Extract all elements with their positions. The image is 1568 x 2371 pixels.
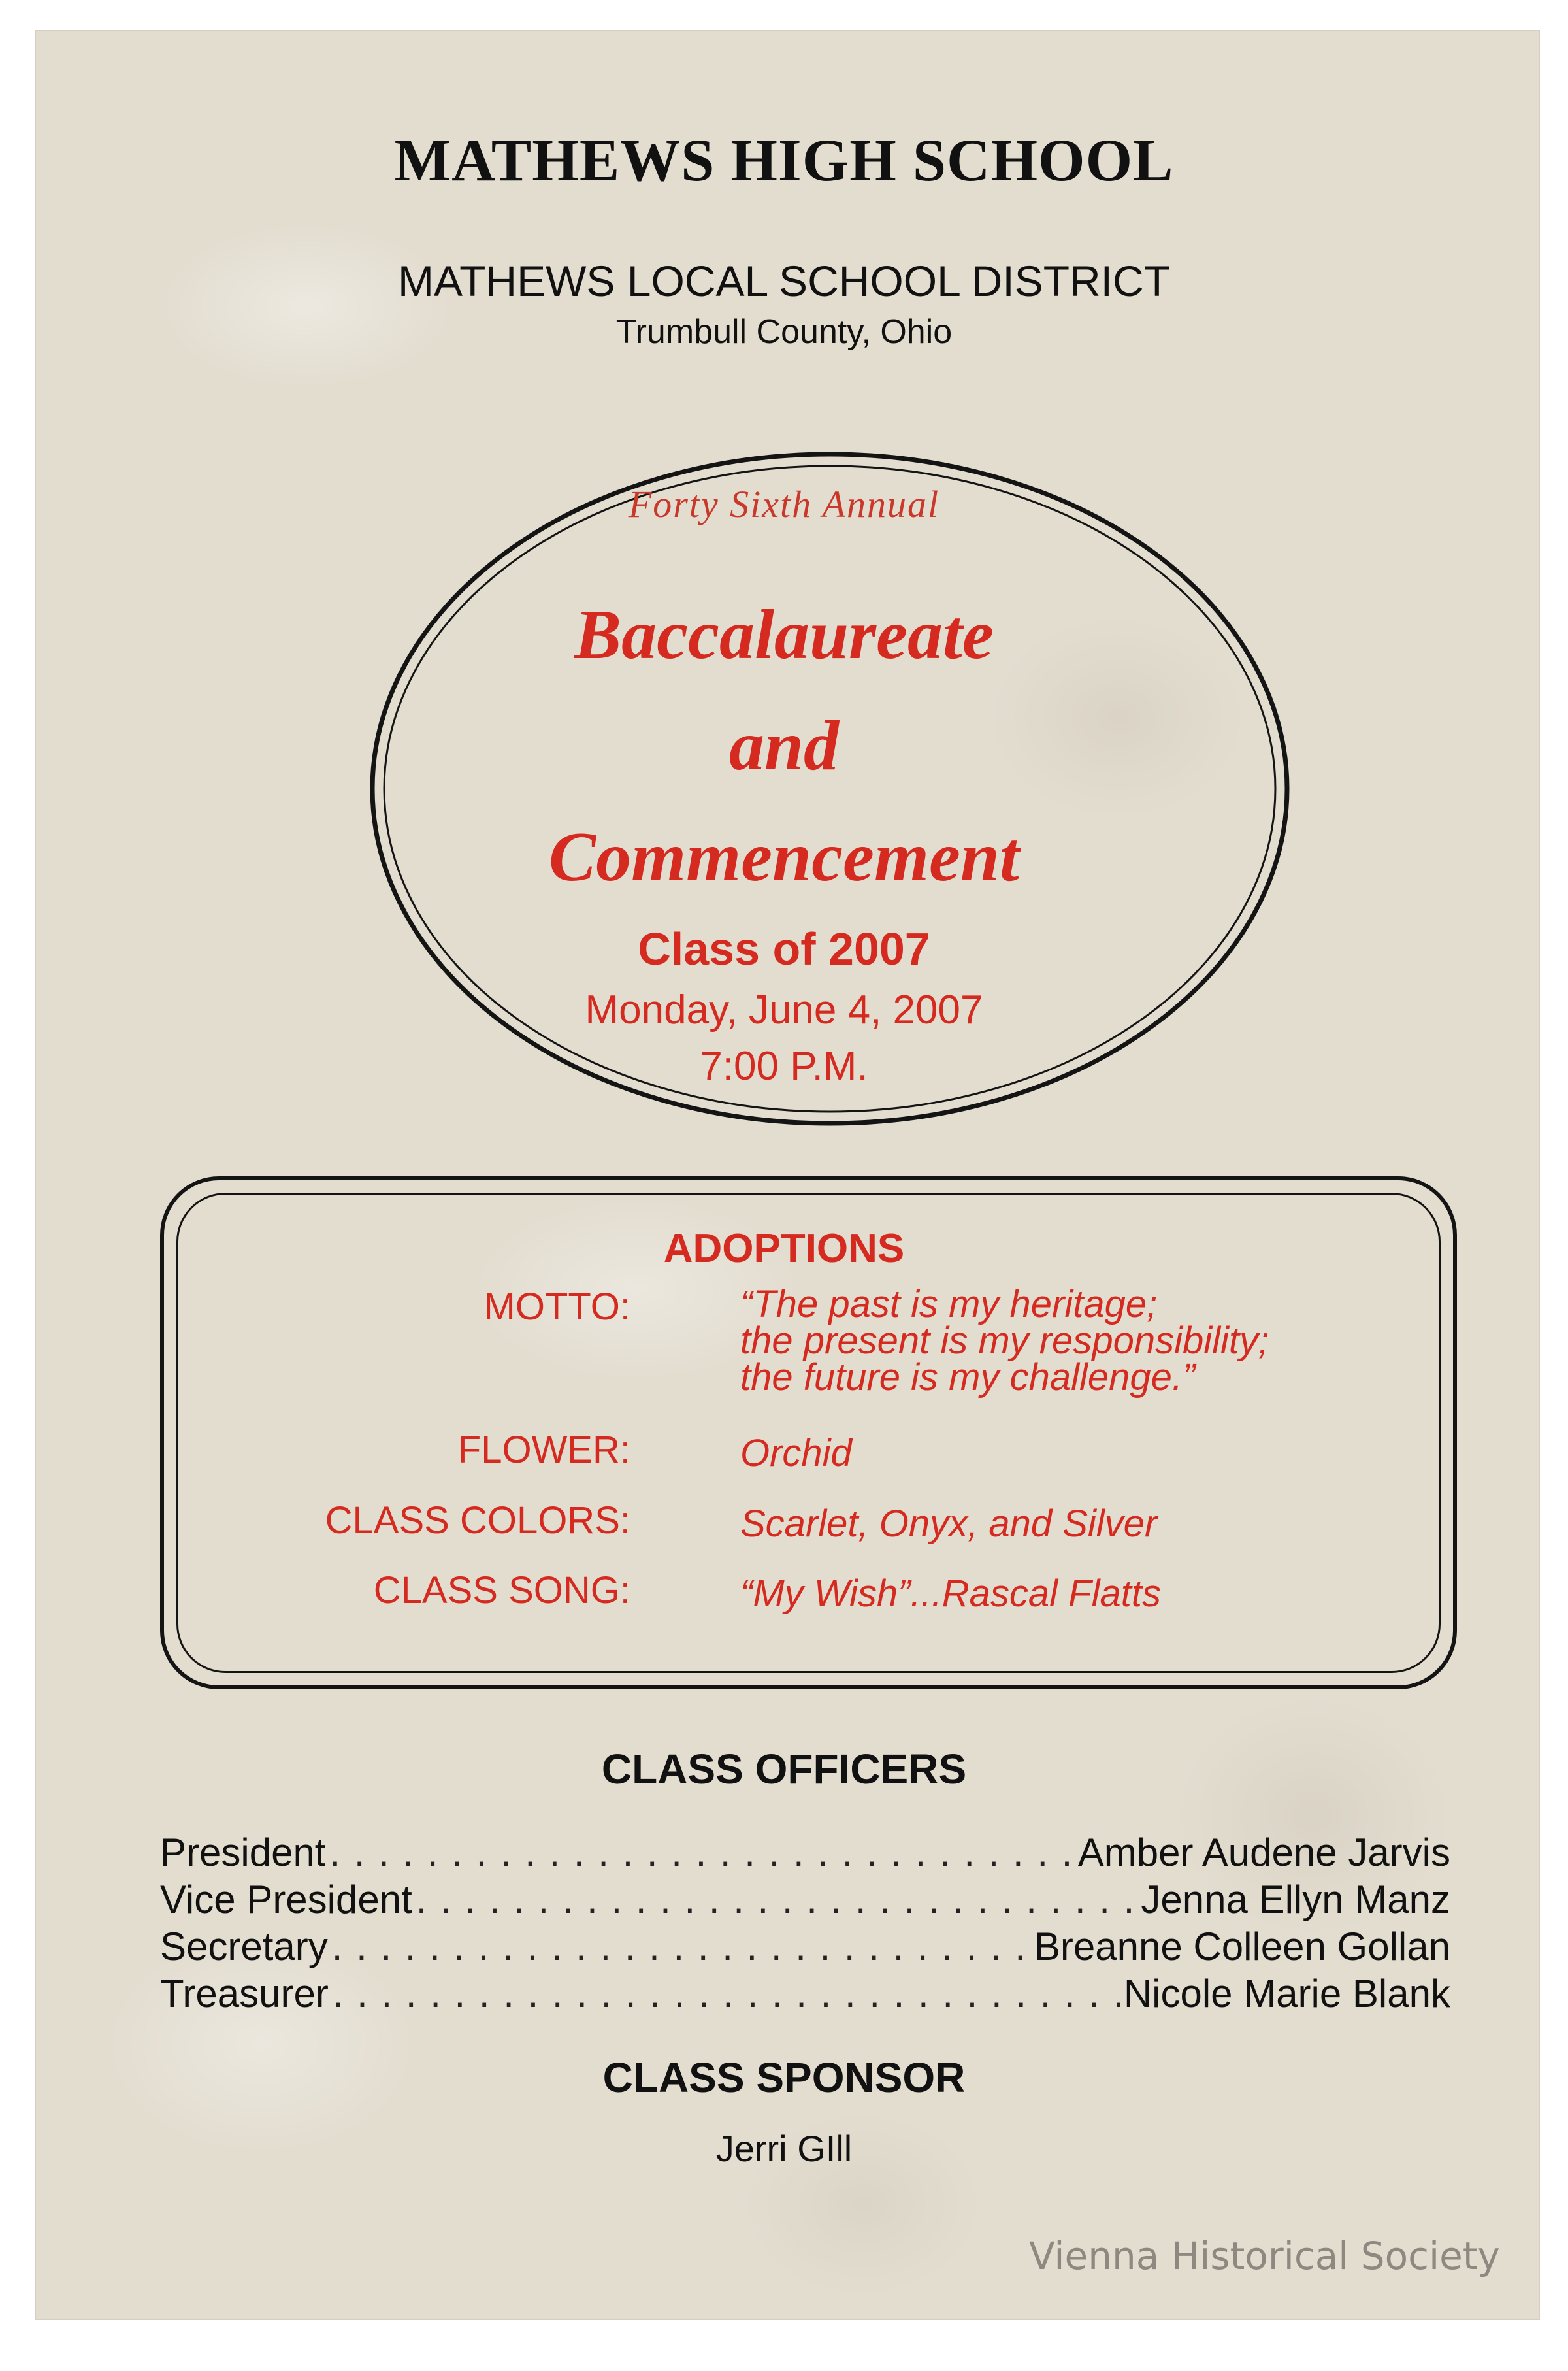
motto-label: MOTTO:	[483, 1285, 630, 1328]
officer-row-secretary	[160, 1924, 1450, 1971]
class-colors-label: CLASS COLORS:	[325, 1499, 630, 1542]
motto-line: the future is my challenge.”	[740, 1356, 1196, 1399]
officer-name: Jenna Ellyn Manz	[1141, 1878, 1450, 1921]
officer-row-vice-president	[160, 1877, 1450, 1924]
class-officers-heading: CLASS OFFICERS	[601, 1746, 967, 1793]
class-year: Class of 2007	[638, 923, 930, 974]
class-song-value: “My Wish”...Rascal Flatts	[740, 1572, 1161, 1615]
motto-line: “The past is my heritage;	[740, 1283, 1158, 1325]
district-name: MATHEWS LOCAL SCHOOL DISTRICT	[397, 257, 1170, 305]
event-title-line-2: and	[728, 707, 840, 785]
class-sponsor-name: Jerri GIll	[715, 2128, 853, 2169]
dot-leader	[333, 1971, 1120, 2016]
event-time: 7:00 P.M.	[700, 1044, 868, 1089]
county-line: Trumbull County, Ohio	[615, 313, 953, 351]
anniversary-ordinal: Forty Sixth Annual	[628, 483, 940, 525]
event-title-line-1: Baccalaureate	[574, 596, 994, 674]
school-name: MATHEWS HIGH SCHOOL	[394, 127, 1174, 193]
flower-label: FLOWER:	[457, 1429, 630, 1471]
officer-name: Amber Audene Jarvis	[1077, 1831, 1450, 1874]
officer-name: Nicole Marie Blank	[1123, 1972, 1450, 2015]
adoptions-heading: ADOPTIONS	[663, 1226, 905, 1271]
motto-line: the present is my responsibility;	[740, 1319, 1269, 1362]
officer-name: Breanne Colleen Gollan	[1034, 1925, 1450, 1968]
dot-leader	[416, 1877, 1137, 1922]
officer-role: Treasurer	[160, 1972, 329, 2015]
watermark: Vienna Historical Society	[1029, 2234, 1500, 2278]
event-title-line-3: Commencement	[549, 818, 1019, 896]
class-song-label: CLASS SONG:	[373, 1569, 630, 1612]
dot-leader	[332, 1924, 1030, 1969]
event-date: Monday, June 4, 2007	[585, 987, 983, 1033]
flower-value: Orchid	[740, 1432, 852, 1474]
dot-leader	[329, 1830, 1073, 1875]
officer-role: Secretary	[160, 1925, 328, 1968]
officer-row-president	[160, 1830, 1450, 1877]
officer-role: Vice President	[160, 1878, 412, 1921]
officer-row-treasurer	[160, 1971, 1450, 2018]
officer-role: President	[160, 1831, 326, 1874]
class-colors-value: Scarlet, Onyx, and Silver	[740, 1502, 1158, 1545]
class-sponsor-heading: CLASS SPONSOR	[602, 2054, 966, 2101]
